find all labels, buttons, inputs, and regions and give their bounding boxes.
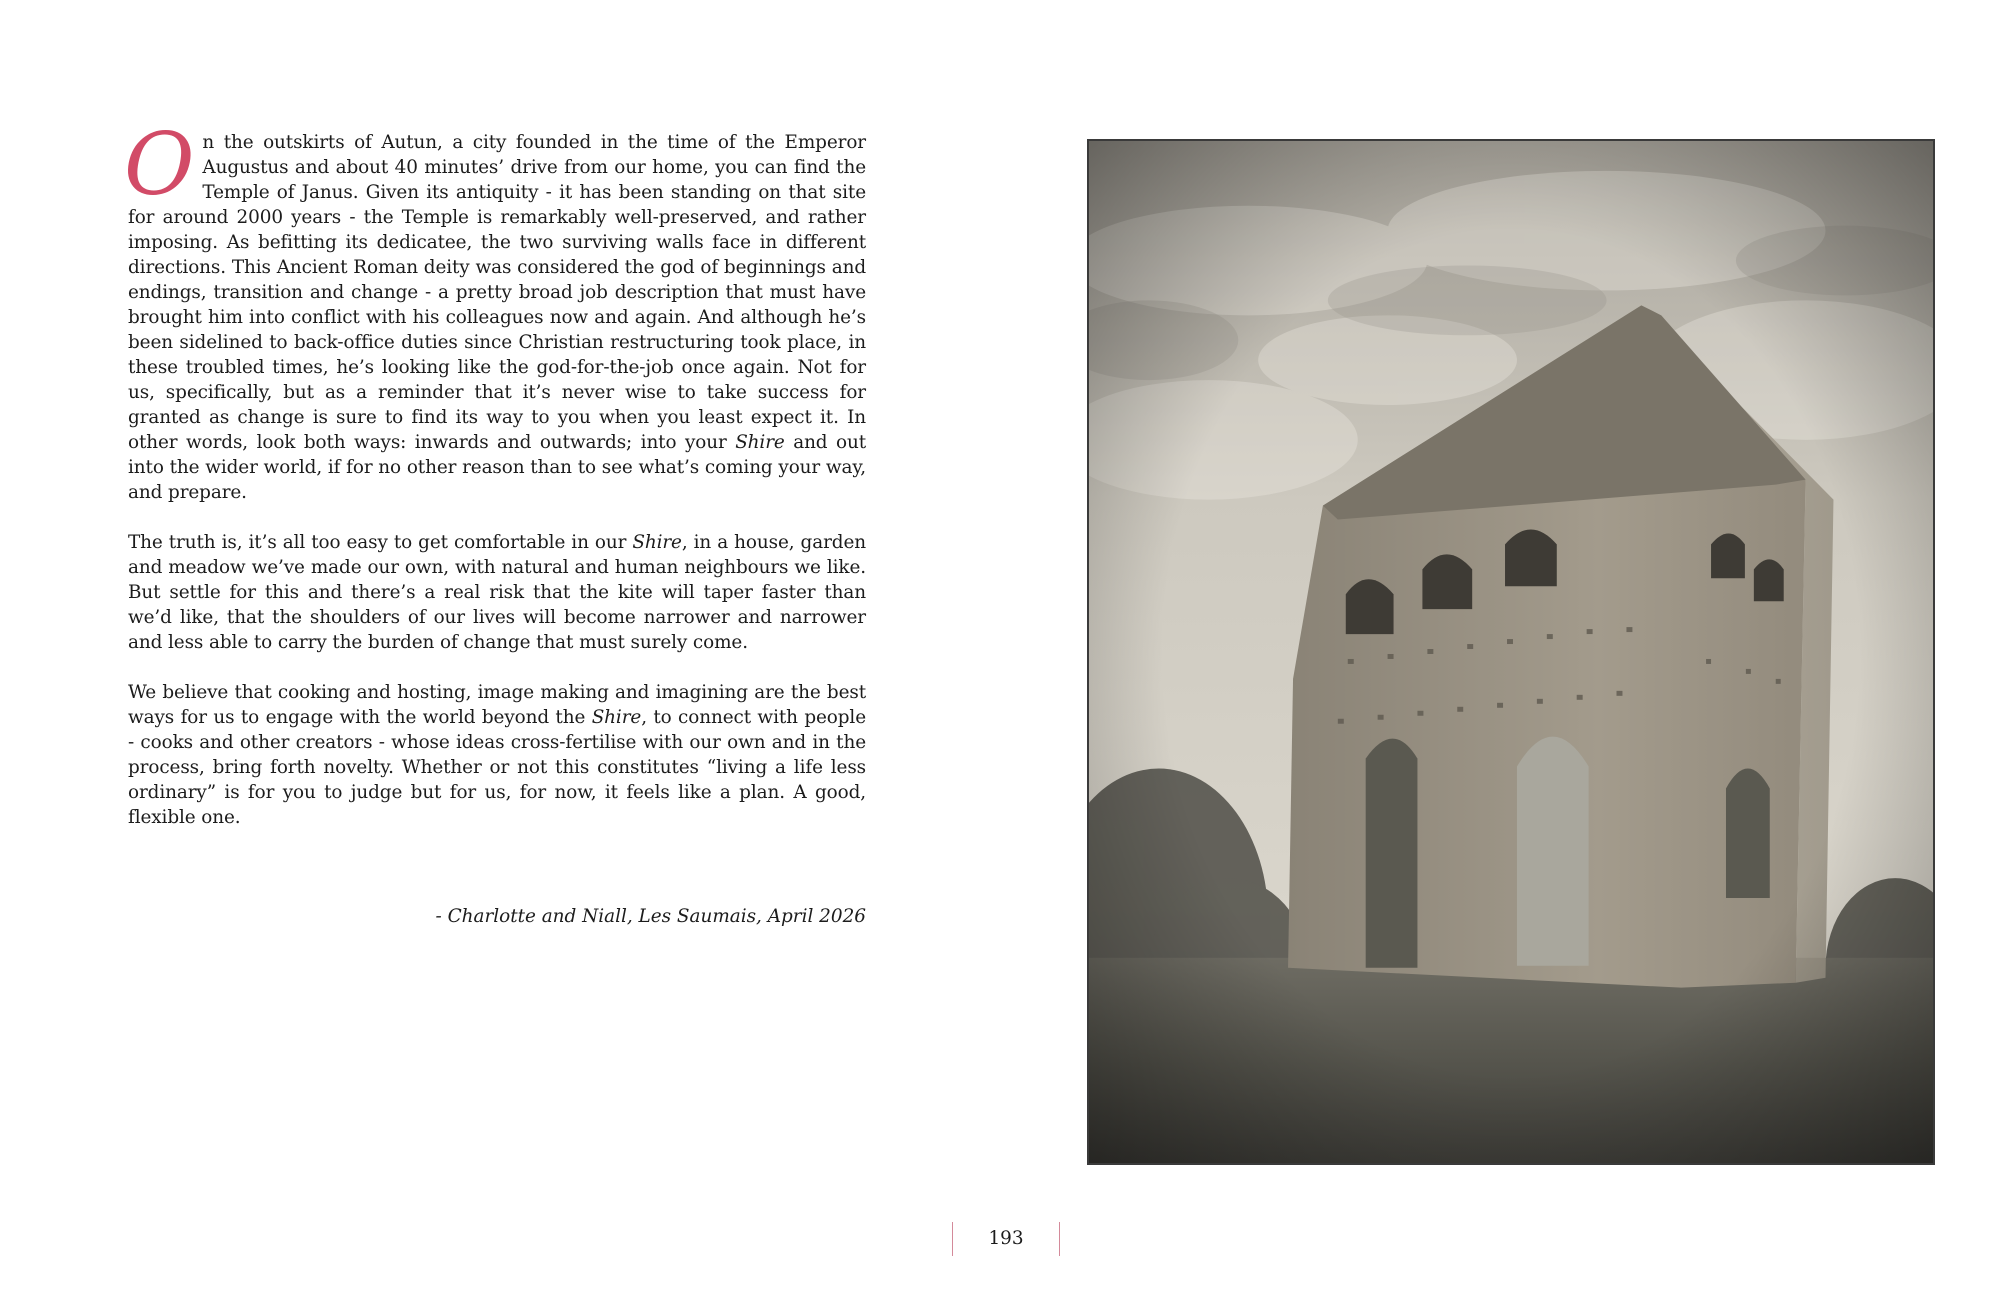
paragraph-3-lead: We believe that cooking and hosting, image making and imagining are the best ways for us to engage with the world beyond the xyxy=(128,682,866,728)
paragraph-1 xyxy=(124,115,867,505)
signature: - Charlotte and Niall, Les Saumais, April 2026 xyxy=(435,906,866,927)
page-number-footer xyxy=(952,1222,1060,1256)
paragraph-1-tail: and out into the wider world, if for no other reason than to see what’s coming your way, and prepare. xyxy=(128,432,867,503)
paragraph-2-emphasis: Shire xyxy=(632,532,682,553)
temple-ruin-image xyxy=(1089,141,1933,1163)
drop-cap: O xyxy=(124,115,195,215)
paragraph-3 xyxy=(128,680,866,830)
paragraph-1-lead: n the outskirts of Autun, a city founded in the time of the Emperor Augustus and about 40 minutes’ drive from our home, you can find the Temple of Janus. Given its antiquity - it has been standing on that site for around 2000 years - the Temple is remarkably well-preserved, and rather imposing. As befitting its dedicatee, the two surviving walls face in different directions. This Ancient Roman deity was considered the god of beginnings and endings, transition and change - a pretty broad job description that must have brought him into conflict with his colleagues now and again. And although he’s been sidelined to back-office duties since Christian restructuring took place, in these troubled times, he’s looking like the god-for-the-job once again. Not for us, specifically, but as a reminder that it’s never wise to take success for granted as change is sure to find its way to you when you least expect it. In other words, look both ways: inwards and outwards; into your xyxy=(128,132,866,453)
paragraph-3-tail: , to connect with people - cooks and other creators - whose ideas cross-fertilise with our own and in the process, bring forth novelty. Whether or not this constitutes “living a life less ordinary” is for you to judge but for us, for now, it feels like a plan. A good, flexible one. xyxy=(128,707,866,828)
page-number: 193 xyxy=(988,1228,1024,1249)
paragraph-2 xyxy=(128,530,866,655)
paragraph-3-emphasis: Shire xyxy=(591,707,642,728)
paragraph-2-lead: The truth is, it’s all too easy to get comfortable in our xyxy=(128,532,633,553)
page-number-rule-right xyxy=(1059,1222,1060,1256)
essay-column xyxy=(124,115,867,929)
paragraph-1-emphasis: Shire xyxy=(735,432,785,453)
temple-photograph xyxy=(1087,139,1935,1165)
paragraph-2-tail: , in a house, garden and meadow we’ve made our own, with natural and human neighbours we like. But settle for this and there’s a real risk that the kite will taper faster than we’d like, that the shoulders of our lives will become narrower and narrower and less able to carry the burden of change that must surely come. xyxy=(128,532,866,653)
